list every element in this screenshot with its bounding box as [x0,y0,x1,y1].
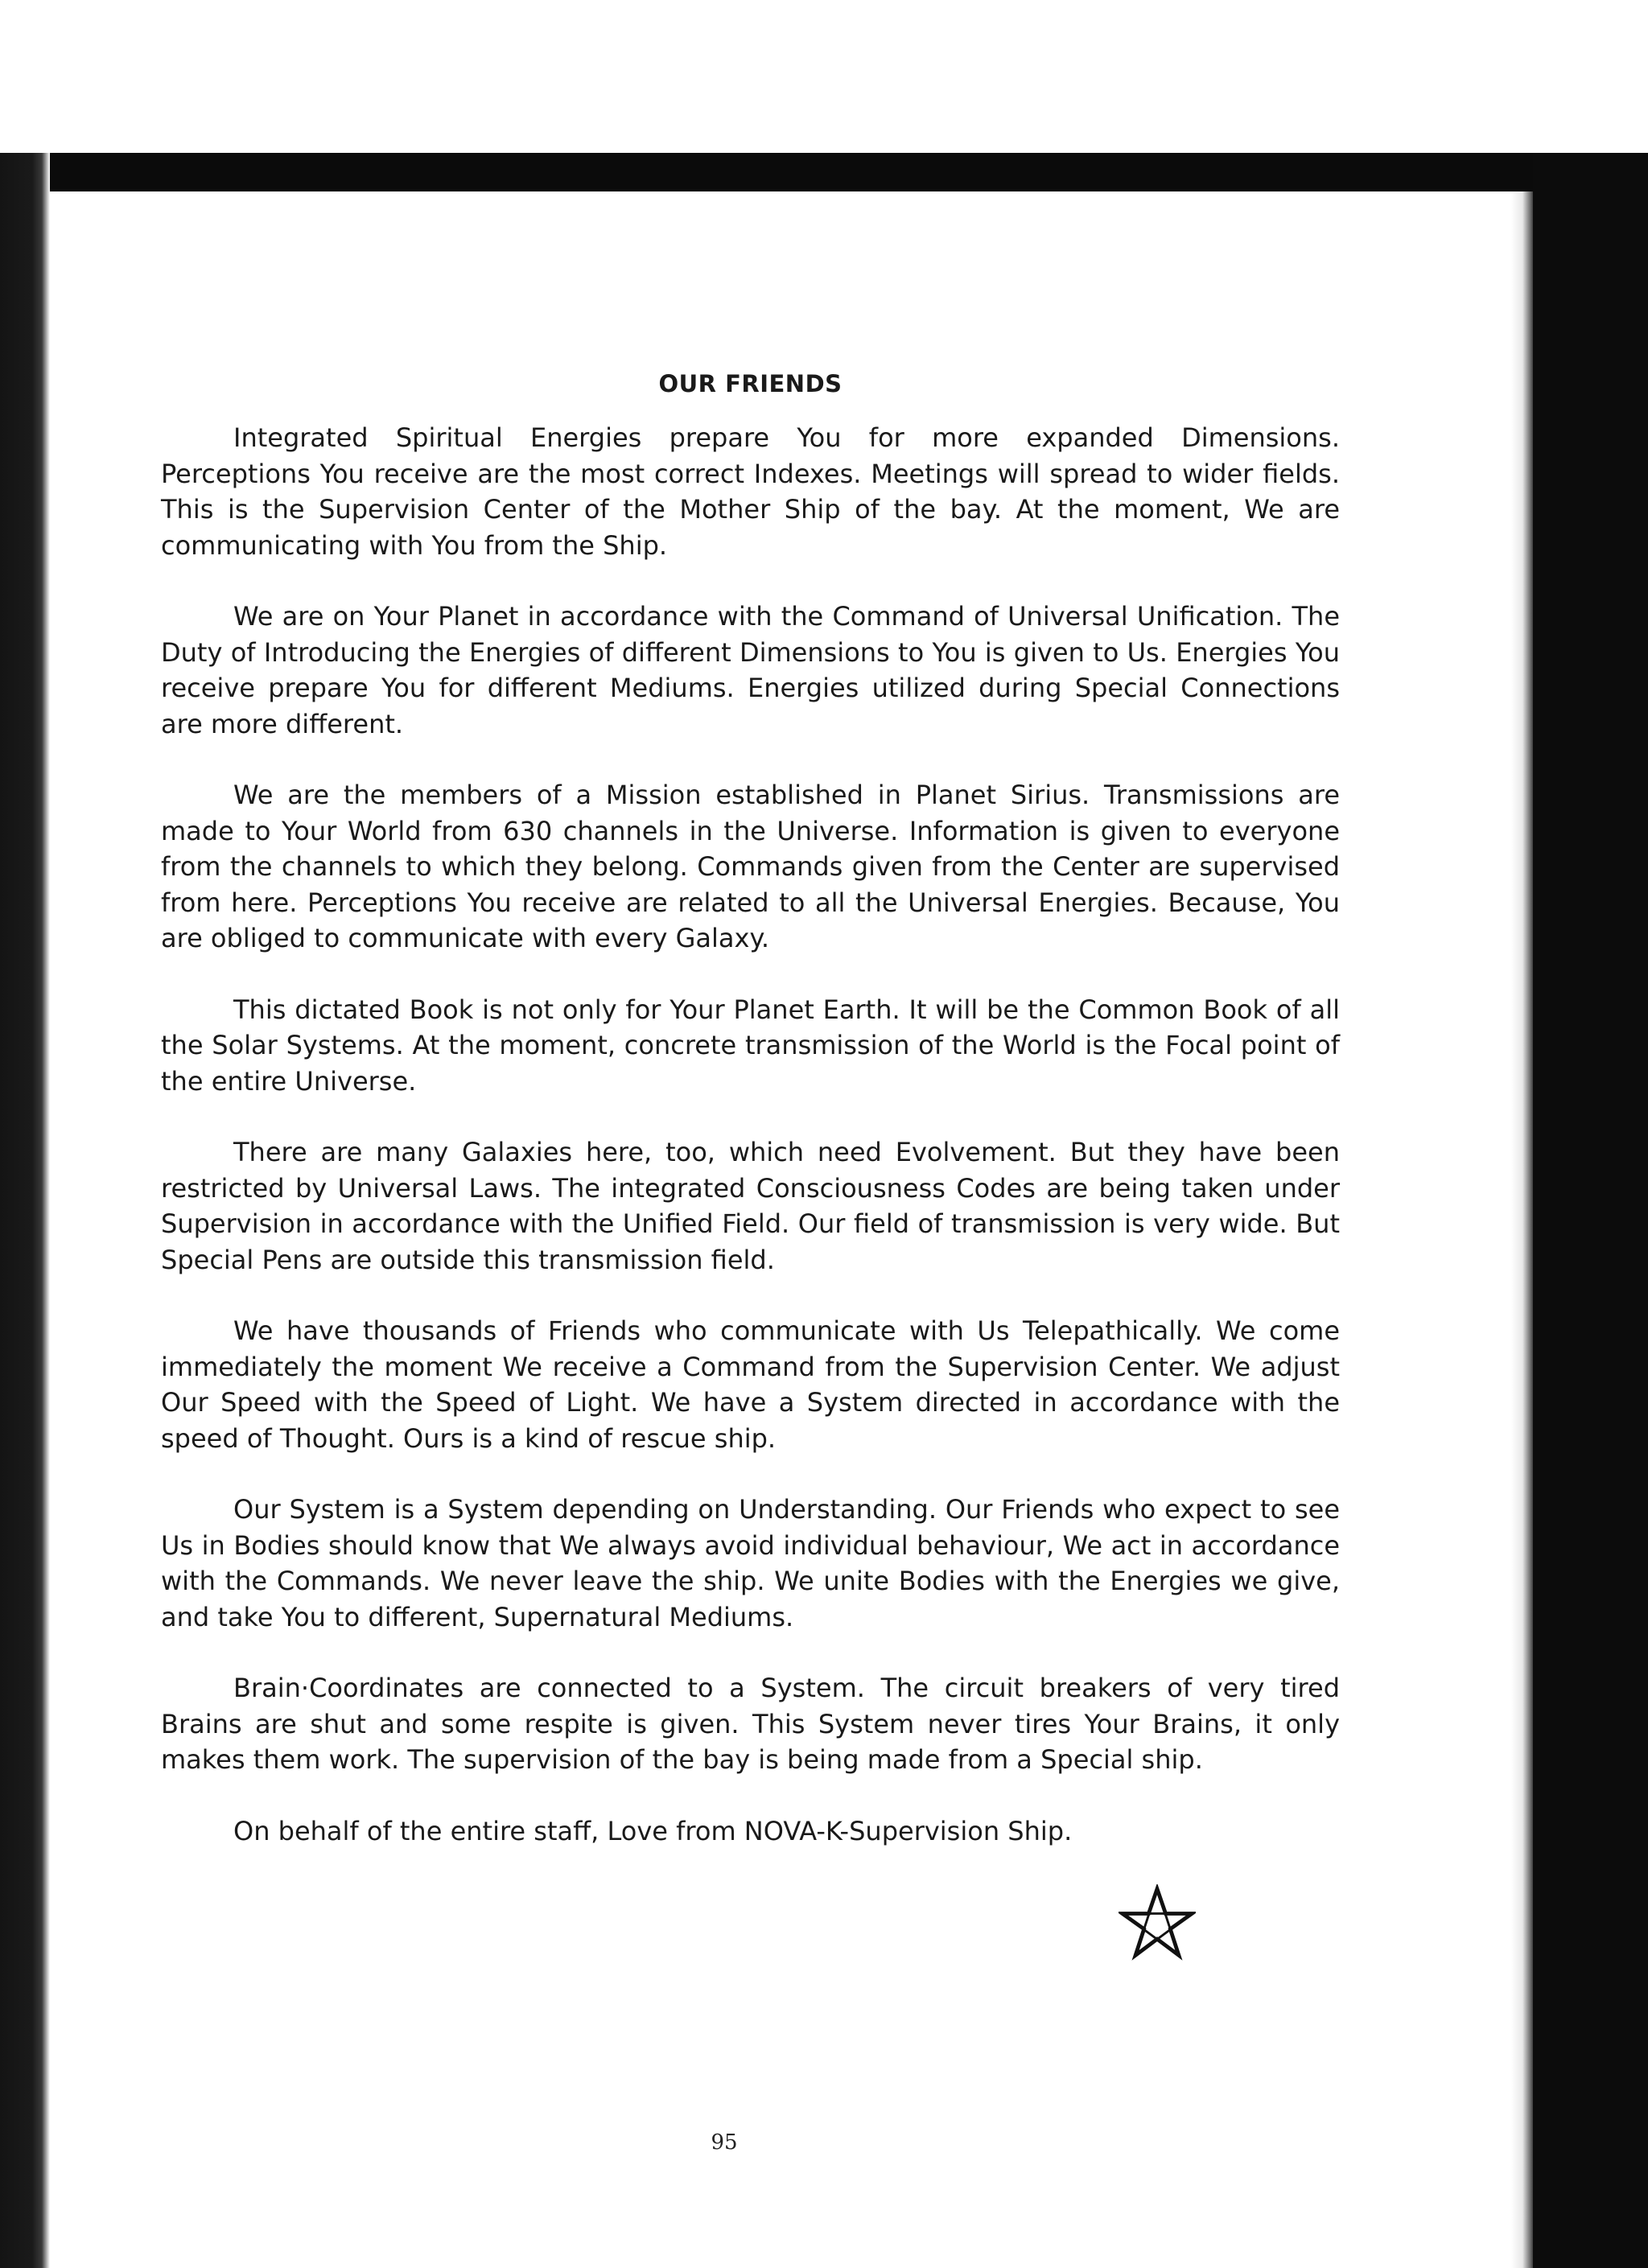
document-title: OUR FRIENDS [658,370,843,397]
scan-right-shadow [1511,191,1535,2268]
paragraph: We have thousands of Friends who communicate with Us Telepathically. We come immediately the moment We receive a Command from the Supervision Center. We adjust Our Speed with the Speed of Light. We have a System directed in accordance with the speed of Thought. Ours is a kind of rescue ship. [161,1315,1340,1454]
paragraph: Our System is a System depending on Understanding. Our Friends who expect to see Us in Bodies should know that We always avoid individual behaviour, We act in accordance with the Commands. We never leave the ship. We unite Bodies with the Energies we give, and take You to different, Supernatural Mediums. [161,1494,1340,1632]
paragraph: Brain·Coordinates are connected to a System. The circuit breakers of very tired Brains are shut and some respite is given. This System never tires Your Brains, it only makes them work. The supervision of the bay is being made from a Special ship. [161,1673,1340,1775]
page-number: 95 [711,2130,738,2155]
scan-left-border [0,153,50,2268]
paragraph: Integrated Spiritual Energies prepare You for more expanded Dimensions. Perceptions You receive are the most correct Indexes. Meetings will spread to wider fields. This is the Supervision Center of the Mother Ship of the bay. At the moment, We are communicating with You from the Ship. [161,422,1340,561]
scan-right-border [1533,153,1648,2268]
paragraph: We are the members of a Mission established in Planet Sirius. Transmissions are made to Your World from 630 channels in the Universe. Information is given to everyone from the channels to which they belong. Commands given from the Center are supervised from here. Perceptions You receive are related to all the Universal Energies. Because, You are obliged to communicate with every Galaxy. [161,780,1340,953]
paragraph: There are many Galaxies here, too, which need Evolvement. But they have been restricted by Universal Laws. The integrated Consciousness Codes are being taken under Supervision in accordance with the Unified Field. Our field of transmission is very wide. But Special Pens are outside this transmission field. [161,1137,1340,1275]
paragraph: This dictated Book is not only for Your Planet Earth. It will be the Common Book of all the Solar Systems. At the moment, concrete transmission of the World is the Focal point of the entire Universe. [161,994,1340,1097]
document-page [161,370,1340,1849]
paragraph: We are on Your Planet in accordance with the Command of Universal Unification. The Duty of Introducing the Energies of different Dimensions to You is given to Us. Energies You receive prepare You for different Mediums. Energies utilized during Special Connections are more different. [161,601,1340,739]
pentagram-star-icon [1119,1884,1196,1961]
signoff: On behalf of the entire staff, Love from NOVA-K-Supervision Ship. [233,1815,1073,1846]
scan-top-border [0,153,1648,191]
